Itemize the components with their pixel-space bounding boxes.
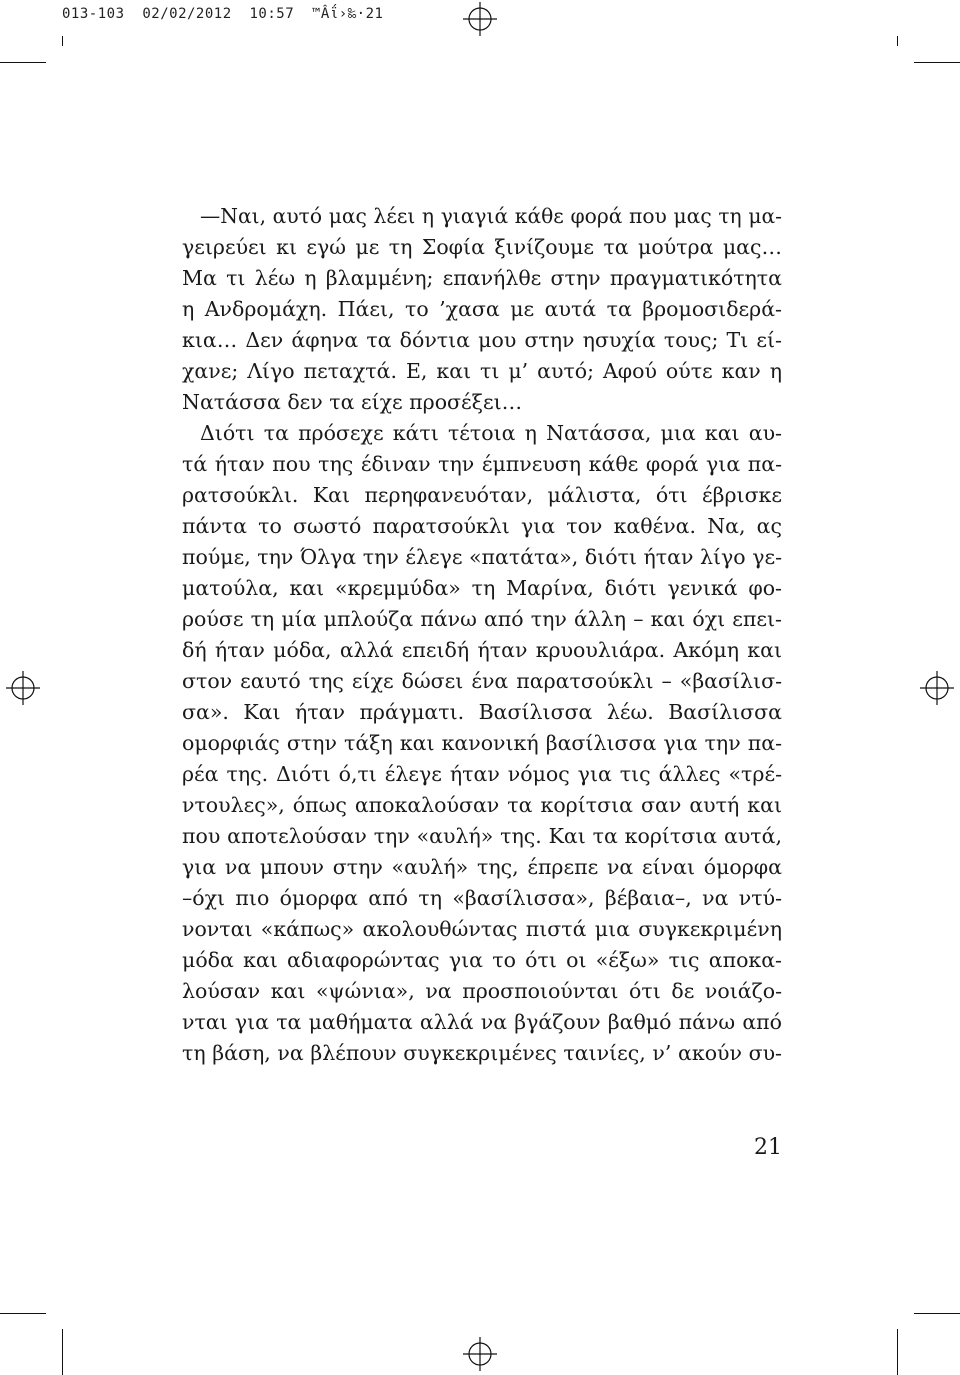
text-line: νται για τα μαθήματα αλλά να βγάζουν βαθμό πάνω από [182,1010,782,1034]
text-line: μόδα και αδιαφορώντας για το ότι οι «έξω» τις αποκα- [182,948,782,972]
text-line: χανε; Λίγο πεταχτά. Ε, και τι μ’ αυτό; Αφού ούτε καν η [182,359,782,383]
text-line: ρούσε τη μία μπλούζα πάνω από την άλλη – και όχι επει- [182,607,782,631]
crop-mark-top-right-horizontal [914,62,960,63]
text-line: τά ήταν που της έδιναν την έμπνευση κάθε φορά για πα- [182,452,782,476]
text-line: Μα τι λέω η βλαμμένη; επανήλθε στην πραγματικότητα [182,266,782,290]
text-line: πούμε, την Όλγα την έλεγε «πατάτα», διότι ήταν λίγο γε- [182,545,782,569]
text-line: δή ήταν μόδα, αλλά επειδή ήταν κρυουλιάρα. Ακόμη και [182,638,782,662]
text-line: πάντα το σωστό παρατσούκλι για τον καθένα. Να, ας [182,514,782,538]
text-line: ρέα της. Διότι ό,τι έλεγε ήταν νόμος για τις άλλες «τρέ- [182,762,782,786]
text-line: στον εαυτό της είχε δώσει ένα παρατσούκλι – «βασίλισ- [182,669,782,693]
text-line: γειρεύει κι εγώ με τη Σοφία ξινίζουμε τα μούτρα μας… [182,235,782,259]
text-line: λούσαν και «ψώνια», να προσποιούνται ότι δε νοιάζο- [182,979,782,1003]
crop-mark-bottom-left-horizontal [0,1313,46,1314]
crop-mark-bottom-right-horizontal [914,1313,960,1314]
crop-mark-top-left-horizontal [0,62,46,63]
crop-mark-bottom-right-vertical [897,1329,898,1375]
body-text [182,201,782,1069]
registration-mark-right [920,671,954,705]
text-line: Διότι τα πρόσεχε κάτι τέτοια η Νατάσσα, μια και αυ- [200,421,782,445]
text-line: τη βάση, να βλέπουν συγκεκριμένες ταινίες, ν’ ακούν συ- [182,1041,782,1065]
text-line: —Ναι, αυτό μας λέει η γιαγιά κάθε φορά που μας τη μα- [200,204,782,228]
text-line: για να μπουν στην «αυλή» της, έπρεπε να είναι όμορφα [182,855,782,879]
crop-mark-top-right-vertical [897,36,898,46]
text-line: που αποτελούσαν την «αυλή» της. Και τα κορίτσια αυτά, [182,824,782,848]
crop-mark-bottom-left-vertical [62,1329,63,1375]
text-line: κια… Δεν άφηνα τα δόντια μου στην ησυχία τους; Τι εί- [182,328,782,352]
registration-mark-left [6,671,40,705]
text-line: ομορφιάς στην τάξη και κανονική βασίλισσα για την πα- [182,731,782,755]
text-line: ρατσούκλι. Και περηφανευόταν, μάλιστα, ότι έβρισκε [182,483,782,507]
text-line: σα». Και ήταν πράγματι. Βασίλισσα λέω. Βασίλισσα [182,700,782,724]
page-number: 21 [754,1135,782,1160]
registration-mark-bottom [463,1337,497,1371]
text-line: ντουλες», όπως αποκαλούσαν τα κορίτσια σαν αυτή και [182,793,782,817]
text-line: ματούλα, και «κρεμμύδα» τη Μαρίνα, διότι γενικά φο- [182,576,782,600]
crop-mark-top-left-vertical [62,36,63,46]
text-line: –όχι πιο όμορφα από τη «βασίλισσα», βέβαια–, να ντύ- [182,886,782,910]
text-line: η Ανδρομάχη. Πάει, το ’χασα με αυτά τα βρομοσιδερά- [182,297,782,321]
text-line: Νατάσσα δεν τα είχε προσέξει… [182,390,523,414]
registration-mark-top [463,2,497,36]
text-line: νονται «κάπως» ακολουθώντας πιστά μια συγκεκριμένη [182,917,782,941]
printer-slug-line: 013-103 02/02/2012 10:57 ™Âΐ›‰·21 [62,6,384,22]
